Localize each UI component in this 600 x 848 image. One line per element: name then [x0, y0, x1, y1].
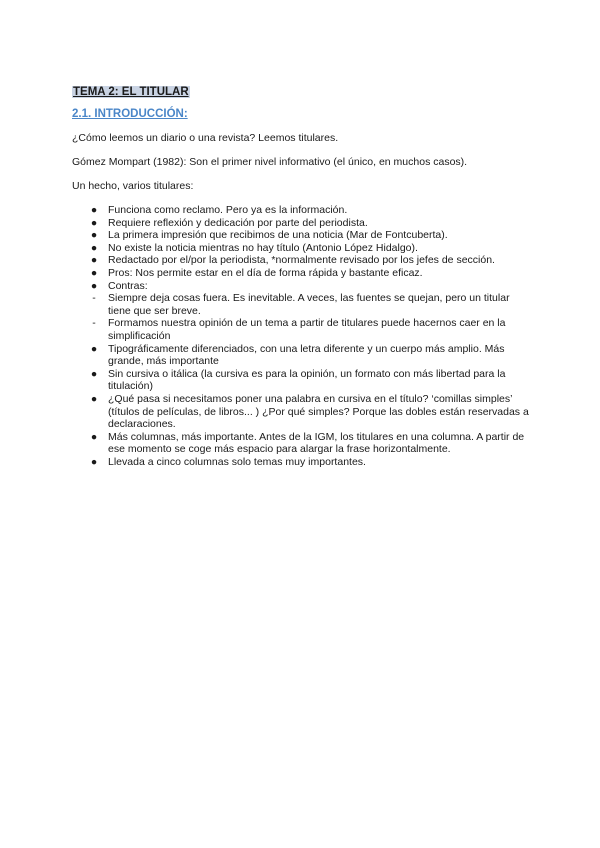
list-item [72, 431, 532, 456]
section-title: TEMA 2: EL TITULAR [73, 86, 189, 98]
bullet-marker: ● [90, 367, 98, 380]
bullet-marker: ● [90, 254, 98, 267]
bullet-marker: ● [90, 342, 98, 355]
bullet-marker: ● [90, 241, 98, 254]
list-item [72, 267, 532, 280]
subsection-heading: 2.1. INTRODUCCIÓN: [72, 108, 188, 120]
bullet-marker: ● [90, 229, 98, 242]
list-item-text: No existe la noticia mientras no hay título (Antonio López Hidalgo). [108, 241, 418, 254]
bullet-marker: ● [90, 279, 98, 292]
dash-marker: - [92, 292, 96, 305]
bullet-marker: ● [90, 455, 98, 468]
bullet-marker: ● [90, 392, 98, 405]
bullet-list [72, 204, 532, 468]
list-item-text: La primera impresión que recibimos de una noticia (Mar de Fontcuberta). [108, 229, 448, 242]
list-item [72, 229, 532, 242]
document-body [72, 82, 532, 468]
list-item-text: Pros: Nos permite estar en el día de forma rápida y bastante eficaz. [108, 266, 423, 279]
list-item [72, 254, 532, 267]
list-item-text: Requiere reflexión y dedicación por parte del periodista. [108, 216, 368, 229]
list-item [72, 343, 532, 368]
bullet-marker: ● [90, 216, 98, 229]
list-item [72, 393, 532, 431]
list-item-text: Formamos nuestra opinión de un tema a partir de titulares puede hacernos caer en la simplificación [108, 317, 506, 342]
bullet-marker: ● [90, 430, 98, 443]
citation-paragraph: Gómez Mompart (1982): Son el primer nivel informativo (el único, en muchos casos). [72, 156, 468, 168]
bullet-marker: ● [90, 204, 98, 216]
list-item-text: Contras: [108, 279, 148, 292]
list-item-text: ¿Qué pasa si necesitamos poner una palabra en cursiva en el título? ‘comillas simples’ (títulos de películas, de libros... ) ¿Por qué simples? Porque las dobles están reservadas a declaraciones. [108, 392, 529, 431]
list-item-text: Más columnas, más importante. Antes de la IGM, los titulares en una columna. A partir de ese momento se coge más espacio para alargar la frase horizontalmente. [108, 430, 525, 456]
list-intro: Un hecho, varios titulares: [72, 180, 194, 192]
list-item [72, 368, 532, 393]
list-item [72, 292, 532, 317]
bullet-marker: ● [90, 266, 98, 279]
list-item [72, 280, 532, 293]
list-item [72, 456, 532, 469]
intro-question: ¿Cómo leemos un diario o una revista? Leemos titulares. [72, 132, 339, 144]
list-item-text: Sin cursiva o itálica (la cursiva es para la opinión, un formato con más libertad para la titulación) [108, 367, 506, 393]
list-item [72, 317, 532, 342]
list-item-text: Tipográficamente diferenciados, con una letra diferente y un cuerpo más amplio. Más grande, más importante [108, 342, 505, 368]
list-item [72, 242, 532, 255]
list-item-text: Redactado por el/por la periodista, *normalmente revisado por los jefes de sección. [108, 254, 495, 267]
list-item-text: Siempre deja cosas fuera. Es inevitable. A veces, las fuentes se quejan, pero un titular tiene que ser breve. [108, 292, 510, 317]
list-item [72, 217, 532, 230]
list-item-text: Funciona como reclamo. Pero ya es la información. [108, 204, 348, 216]
dash-marker: - [92, 317, 96, 330]
list-item-text: Llevada a cinco columnas solo temas muy importantes. [108, 455, 366, 468]
list-item [72, 204, 532, 217]
